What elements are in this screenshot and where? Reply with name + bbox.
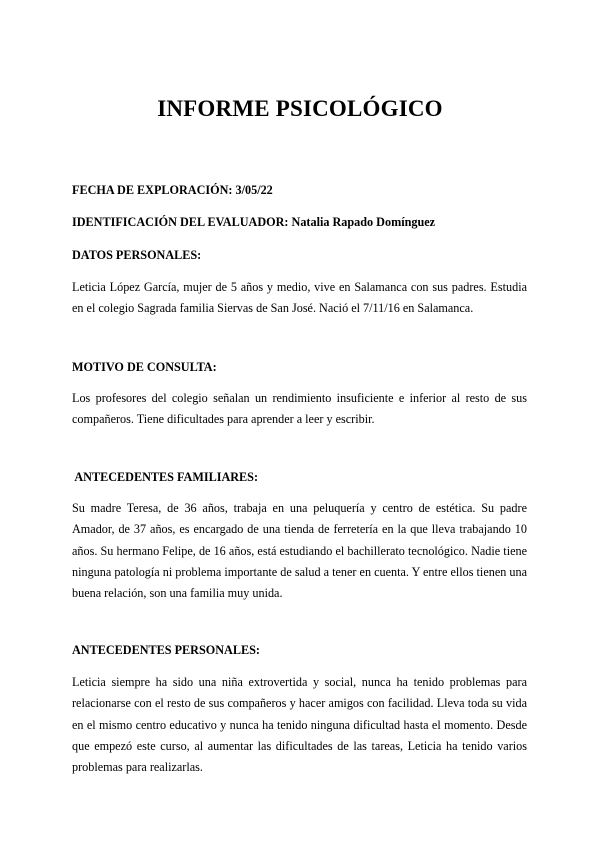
section-heading-datos-personales: DATOS PERSONALES: [72,248,202,262]
section-heading-antecedentes-familiares: ANTECEDENTES FAMILIARES: [72,470,259,484]
document-title: INFORME PSICOLÓGICO [157,96,443,121]
section-text-antecedentes-familiares: Su madre Teresa, de 36 años, trabaja en una peluquería y centro de estética. Su padre Amador, de 37 años, es encargado de una tienda de ferretería en la que lleva trabajando 10 años. Su hermano Felipe, de 16 años, está estudiando el bachillerato tecnológico. Nadie tiene ninguna patología ni problema importante de salud a tener en cuenta. Y entre ellos tienen una buena relación, son una familia muy unida. [72,501,527,601]
section-text-antecedentes-personales: Leticia siempre ha sido una niña extrovertida y social, nunca ha tenido problemas para relacionarse con el resto de sus compañeros y hacer amigos con facilidad. Lleva toda su vida en el mismo centro educativo y nunca ha tenido ninguna dificultad hasta el momento. Desde que empezó este curso, al aumentar las dificultades de las tareas, Leticia ha tenido varios problemas para realizarlas. [72,675,527,775]
section-text-datos-personales: Leticia López García, mujer de 5 años y medio, vive en Salamanca con sus padres. Estudia en el colegio Sagrada familia Siervas de San José. Nació el 7/11/16 en Salamanca. [72,280,527,316]
section-heading-motivo-consulta: MOTIVO DE CONSULTA: [72,360,217,374]
section-heading-antecedentes-personales: ANTECEDENTES PERSONALES: [72,643,260,657]
exploration-date: FECHA DE EXPLORACIÓN: 3/05/22 [72,183,273,197]
section-text-motivo-consulta: Los profesores del colegio señalan un rendimiento insuficiente e inferior al resto de sus compañeros. Tiene dificultades para aprender a leer y escribir. [72,391,527,427]
evaluator-identification: IDENTIFICACIÓN DEL EVALUADOR: Natalia Rapado Domínguez [72,215,436,229]
